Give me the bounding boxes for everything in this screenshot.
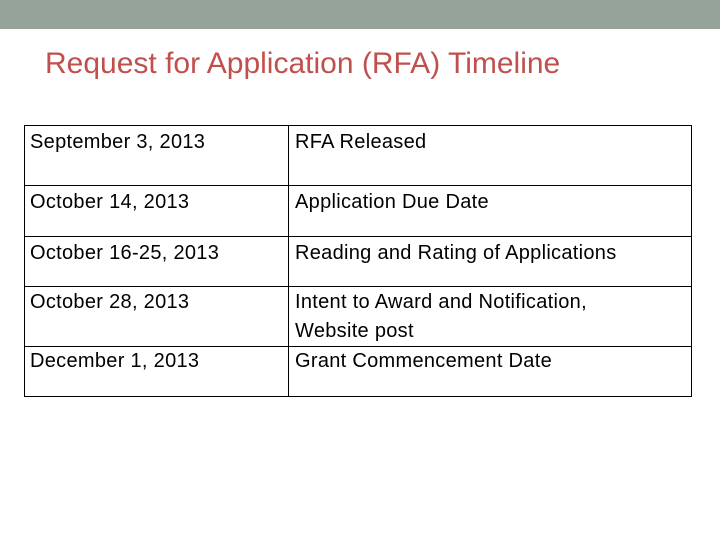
table-row [25, 186, 692, 237]
timeline-event-text: RFA Released [295, 131, 427, 153]
table-row [25, 347, 692, 397]
timeline-event-text: Application Due Date [295, 191, 489, 213]
timeline-event-text: Website post [295, 320, 414, 342]
table-row [25, 287, 692, 347]
timeline-event-text: Grant Commencement Date [295, 350, 552, 372]
timeline-event [289, 347, 692, 397]
timeline-date: September 3, 2013 [25, 126, 289, 186]
timeline-event [289, 287, 692, 347]
timeline-date: October 14, 2013 [25, 186, 289, 237]
timeline-event-text: Intent to Award and Notification, [295, 291, 587, 313]
table-row [25, 237, 692, 287]
table-row [25, 126, 692, 186]
slide-title: Request for Application (RFA) Timeline [45, 47, 561, 80]
header-bar [0, 0, 720, 29]
timeline-event-text: Reading and Rating of Applications [295, 242, 617, 264]
timeline-date: December 1, 2013 [25, 347, 289, 397]
timeline-event [289, 126, 692, 186]
timeline-date: October 16-25, 2013 [25, 237, 289, 287]
timeline-table [24, 125, 692, 397]
timeline-event [289, 186, 692, 237]
timeline-date: October 28, 2013 [25, 287, 289, 347]
timeline-event [289, 237, 692, 287]
